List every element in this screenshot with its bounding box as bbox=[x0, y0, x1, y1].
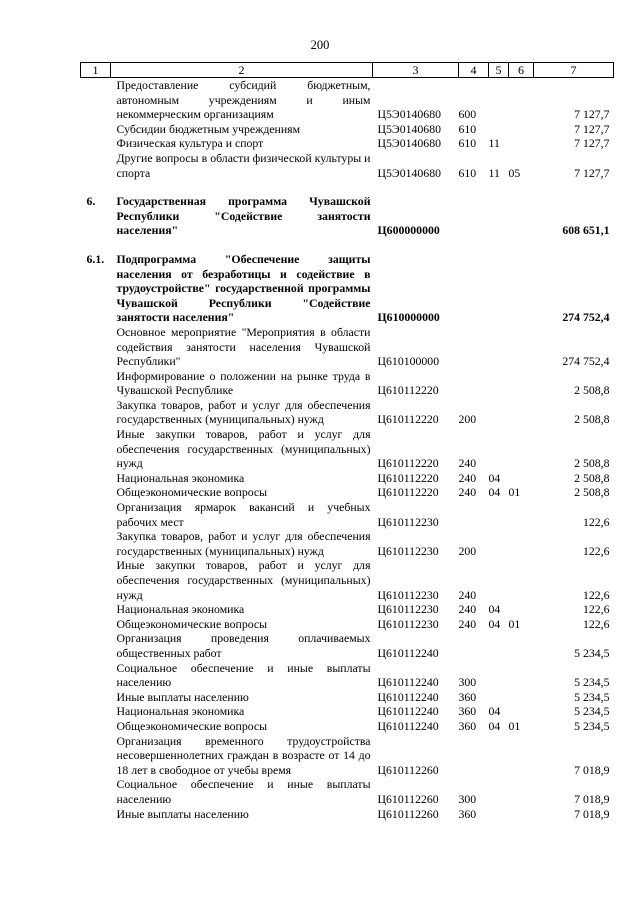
row-number bbox=[81, 777, 111, 806]
row-name: Социальное обеспечение и иные выплаты населению bbox=[116, 777, 371, 806]
row-expense-type bbox=[459, 252, 489, 325]
row-section: 11 bbox=[488, 136, 500, 151]
row-name: Закупка товаров, работ и услуг для обеспечения государственных (муниципальных) нужд bbox=[116, 529, 371, 558]
row-section bbox=[489, 807, 509, 822]
row-expense-type bbox=[459, 325, 489, 369]
row-amount: 5 234,5 bbox=[574, 704, 610, 719]
row-name: Национальная экономика bbox=[116, 704, 245, 719]
table-row bbox=[81, 719, 614, 734]
row-section bbox=[489, 661, 509, 690]
row-subsection bbox=[509, 807, 534, 822]
table-row bbox=[81, 252, 614, 325]
row-name: Другие вопросы в области физической культуры и спорта bbox=[116, 150, 371, 180]
row-section: 11 bbox=[488, 165, 500, 180]
row-target-code: Ц610112230 bbox=[377, 543, 439, 558]
table-row bbox=[81, 617, 614, 632]
table-header-row bbox=[81, 63, 614, 78]
row-target-code: Ц610112220 bbox=[377, 383, 439, 398]
row-target-code: Ц610112240 bbox=[377, 689, 439, 704]
row-number bbox=[81, 690, 111, 705]
row-expense-type bbox=[459, 631, 489, 660]
row-expense-type: 200 bbox=[458, 543, 477, 558]
row-name: Национальная экономика bbox=[116, 602, 245, 617]
budget-table bbox=[80, 62, 614, 821]
spacer-cell bbox=[81, 180, 614, 194]
table-row bbox=[81, 777, 614, 806]
row-amount: 274 752,4 bbox=[562, 354, 610, 369]
row-expense-type bbox=[459, 734, 489, 778]
row-expense-type: 360 bbox=[458, 689, 477, 704]
row-name: Иные закупки товаров, работ и услуг для обеспечения государственных (муниципальных) нужд bbox=[116, 427, 371, 471]
row-name: Организация проведения оплачиваемых общественных работ bbox=[116, 631, 371, 660]
row-target-code: Ц610112230 bbox=[377, 616, 439, 631]
row-target-code: Ц610112240 bbox=[377, 645, 439, 660]
row-subsection: 01 bbox=[508, 616, 521, 631]
row-name: Субсидии бюджетным учреждениям bbox=[116, 121, 301, 136]
row-target-code: Ц610112220 bbox=[377, 412, 439, 427]
row-expense-type: 610 bbox=[458, 136, 477, 151]
row-section bbox=[489, 427, 509, 471]
row-amount: 7 018,9 bbox=[574, 762, 610, 777]
table-row bbox=[81, 734, 614, 778]
row-target-code: Ц610112220 bbox=[377, 456, 439, 471]
row-amount: 7 127,7 bbox=[574, 121, 610, 136]
row-expense-type bbox=[459, 369, 489, 398]
row-target-code: Ц610000000 bbox=[377, 310, 440, 325]
row-number bbox=[81, 807, 111, 822]
row-section bbox=[489, 690, 509, 705]
table-body bbox=[81, 78, 614, 822]
table-row bbox=[81, 661, 614, 690]
row-number: 6. bbox=[86, 194, 96, 209]
row-section bbox=[489, 194, 509, 238]
row-subsection bbox=[509, 369, 534, 398]
row-number bbox=[81, 471, 111, 486]
row-subsection bbox=[509, 122, 534, 137]
row-name: Общеэкономические вопросы bbox=[116, 616, 268, 631]
row-expense-type bbox=[459, 194, 489, 238]
row-number bbox=[81, 151, 111, 180]
row-amount: 608 651,1 bbox=[562, 223, 610, 238]
row-section bbox=[489, 631, 509, 660]
row-number bbox=[81, 500, 111, 529]
row-amount: 2 508,8 bbox=[574, 456, 610, 471]
table-row bbox=[81, 602, 614, 617]
row-expense-type: 300 bbox=[458, 791, 477, 806]
row-target-code: Ц5Э0140680 bbox=[377, 165, 441, 180]
row-section: 04 bbox=[488, 704, 501, 719]
row-amount: 2 508,8 bbox=[574, 485, 610, 500]
header-col-7: 7 bbox=[534, 63, 614, 78]
row-amount: 7 127,7 bbox=[574, 136, 610, 151]
row-target-code: Ц5Э0140680 bbox=[377, 121, 441, 136]
table-row bbox=[81, 704, 614, 719]
row-subsection bbox=[509, 398, 534, 427]
row-name: Иные выплаты населению bbox=[116, 689, 249, 704]
row-target-code: Ц610112220 bbox=[377, 470, 439, 485]
row-section bbox=[489, 122, 509, 137]
row-subsection bbox=[509, 78, 534, 122]
row-number bbox=[81, 136, 111, 151]
row-subsection bbox=[509, 631, 534, 660]
row-name: Закупка товаров, работ и услуг для обеспечения государственных (муниципальных) нужд bbox=[116, 397, 371, 427]
row-number bbox=[81, 398, 111, 427]
row-subsection bbox=[509, 558, 534, 602]
row-subsection: 01 bbox=[508, 718, 521, 733]
row-expense-type: 240 bbox=[458, 485, 477, 500]
row-expense-type: 360 bbox=[458, 704, 477, 719]
row-expense-type: 300 bbox=[458, 675, 477, 690]
row-number bbox=[81, 325, 111, 369]
row-number bbox=[81, 485, 111, 500]
row-amount: 2 508,8 bbox=[574, 412, 610, 427]
row-amount: 122,6 bbox=[582, 587, 610, 602]
header-col-3: 3 bbox=[373, 63, 459, 78]
row-section bbox=[489, 558, 509, 602]
row-expense-type: 240 bbox=[458, 456, 477, 471]
row-subsection bbox=[509, 471, 534, 486]
row-number bbox=[81, 122, 111, 137]
table-row bbox=[81, 78, 614, 122]
row-name: Иные выплаты населению bbox=[116, 806, 249, 821]
row-section bbox=[489, 325, 509, 369]
row-target-code: Ц610112240 bbox=[377, 718, 439, 733]
row-section: 04 bbox=[488, 616, 501, 631]
row-subsection bbox=[509, 777, 534, 806]
row-section bbox=[489, 398, 509, 427]
row-target-code: Ц5Э0140680 bbox=[377, 136, 441, 151]
row-subsection bbox=[509, 602, 534, 617]
row-name: Информирование о положении на рынке труда в Чувашской Республике bbox=[116, 368, 371, 398]
row-number bbox=[81, 719, 111, 734]
row-subsection bbox=[509, 690, 534, 705]
header-col-4: 4 bbox=[459, 63, 489, 78]
page-number: 200 bbox=[310, 38, 330, 52]
row-amount: 5 234,5 bbox=[574, 675, 610, 690]
row-subsection bbox=[509, 136, 534, 151]
row-target-code: Ц5Э0140680 bbox=[377, 107, 441, 122]
row-target-code: Ц610112230 bbox=[377, 587, 439, 602]
row-subsection bbox=[509, 661, 534, 690]
table-row bbox=[81, 690, 614, 705]
table-row bbox=[81, 398, 614, 427]
row-section bbox=[489, 734, 509, 778]
row-subsection bbox=[509, 529, 534, 558]
row-section bbox=[489, 777, 509, 806]
row-name: Физическая культура и спорт bbox=[116, 136, 264, 151]
row-section bbox=[489, 500, 509, 529]
row-subsection bbox=[509, 704, 534, 719]
row-section: 04 bbox=[488, 470, 501, 485]
table-row bbox=[81, 631, 614, 660]
table-row bbox=[81, 485, 614, 500]
table-row bbox=[81, 151, 614, 180]
row-number bbox=[81, 529, 111, 558]
row-amount: 7 018,9 bbox=[574, 791, 610, 806]
row-name: Социальное обеспечение и иные выплаты населению bbox=[116, 660, 371, 690]
row-expense-type: 240 bbox=[458, 587, 477, 602]
row-name: Подпрограмма "Обеспечение защиты населения от безработицы и содействие в трудоустройстве" государственной программы Чувашской Республики "Содействие занятости населения" bbox=[116, 251, 371, 325]
row-subsection bbox=[509, 734, 534, 778]
table-row bbox=[81, 369, 614, 398]
table-row bbox=[81, 427, 614, 471]
row-target-code: Ц610112260 bbox=[377, 806, 439, 821]
row-number bbox=[81, 631, 111, 660]
row-number bbox=[81, 617, 111, 632]
row-target-code: Ц610112230 bbox=[377, 514, 439, 529]
row-amount: 5 234,5 bbox=[574, 689, 610, 704]
row-amount: 122,6 bbox=[582, 602, 610, 617]
row-number bbox=[81, 704, 111, 719]
header-col-1: 1 bbox=[81, 63, 111, 78]
row-expense-type bbox=[459, 500, 489, 529]
row-name: Организация ярмарок вакансий и учебных рабочих мест bbox=[116, 500, 371, 529]
row-section bbox=[489, 369, 509, 398]
row-number bbox=[81, 602, 111, 617]
row-name: Организация временного трудоустройства несовершеннолетних граждан в возрасте от 14 до 18 лет в свободное от учебы время bbox=[116, 733, 371, 777]
row-section: 04 bbox=[488, 485, 501, 500]
row-expense-type: 610 bbox=[458, 165, 477, 180]
header-col-2: 2 bbox=[111, 63, 373, 78]
row-number bbox=[81, 78, 111, 122]
row-target-code: Ц610112260 bbox=[377, 791, 439, 806]
row-subsection: 01 bbox=[508, 485, 521, 500]
row-section: 04 bbox=[488, 718, 501, 733]
header-col-6: 6 bbox=[509, 63, 534, 78]
header-col-5: 5 bbox=[489, 63, 509, 78]
spacer-row bbox=[81, 180, 614, 194]
table-row bbox=[81, 558, 614, 602]
row-section bbox=[489, 529, 509, 558]
row-target-code: Ц610112220 bbox=[377, 485, 439, 500]
table-row bbox=[81, 807, 614, 822]
row-target-code: Ц610112240 bbox=[377, 704, 439, 719]
row-target-code: Ц610112230 bbox=[377, 602, 439, 617]
spacer-row bbox=[81, 238, 614, 252]
row-target-code: Ц610112260 bbox=[377, 762, 439, 777]
table-row bbox=[81, 500, 614, 529]
row-subsection bbox=[509, 194, 534, 238]
row-name: Государственная программа Чувашской Республики "Содействие занятости населения" bbox=[116, 194, 371, 238]
row-name: Иные закупки товаров, работ и услуг для обеспечения государственных (муниципальных) нужд bbox=[116, 558, 371, 602]
row-section bbox=[489, 252, 509, 325]
row-amount: 122,6 bbox=[582, 616, 610, 631]
row-expense-type: 240 bbox=[458, 602, 477, 617]
row-amount: 274 752,4 bbox=[562, 310, 610, 325]
row-section bbox=[489, 78, 509, 122]
spacer-cell bbox=[81, 238, 614, 252]
row-number: 6.1. bbox=[86, 251, 105, 266]
row-subsection: 05 bbox=[508, 165, 521, 180]
row-number bbox=[81, 369, 111, 398]
row-target-code: Ц610112240 bbox=[377, 675, 439, 690]
row-expense-type: 240 bbox=[458, 470, 477, 485]
row-amount: 2 508,8 bbox=[574, 470, 610, 485]
row-expense-type: 200 bbox=[458, 412, 477, 427]
row-subsection bbox=[509, 325, 534, 369]
table-row bbox=[81, 325, 614, 369]
row-subsection bbox=[509, 427, 534, 471]
row-number bbox=[81, 427, 111, 471]
row-amount: 122,6 bbox=[582, 543, 610, 558]
row-name: Предоставление субсидий бюджетным, автономным учреждениям и иным некоммерческим организациям bbox=[116, 78, 371, 122]
row-name: Общеэкономические вопросы bbox=[116, 485, 268, 500]
table-row bbox=[81, 194, 614, 238]
row-amount: 7 127,7 bbox=[574, 107, 610, 122]
row-expense-type: 610 bbox=[458, 121, 477, 136]
table-row bbox=[81, 529, 614, 558]
table-row bbox=[81, 122, 614, 137]
row-target-code: Ц610100000 bbox=[377, 354, 440, 369]
row-name: Общеэкономические вопросы bbox=[116, 718, 268, 733]
table-row bbox=[81, 471, 614, 486]
row-subsection bbox=[509, 500, 534, 529]
row-amount: 122,6 bbox=[582, 514, 610, 529]
row-number bbox=[81, 734, 111, 778]
row-section: 04 bbox=[488, 602, 501, 617]
row-expense-type: 360 bbox=[458, 806, 477, 821]
table-row bbox=[81, 136, 614, 151]
row-amount: 7 018,9 bbox=[574, 806, 610, 821]
row-expense-type: 360 bbox=[458, 718, 477, 733]
row-target-code: Ц600000000 bbox=[377, 223, 440, 238]
row-number bbox=[81, 558, 111, 602]
row-name: Основное мероприятие "Мероприятия в области содействия занятости населения Чувашской Республики" bbox=[116, 324, 371, 369]
row-amount: 5 234,5 bbox=[574, 718, 610, 733]
row-expense-type: 600 bbox=[458, 107, 477, 122]
row-amount: 7 127,7 bbox=[574, 165, 610, 180]
row-name: Национальная экономика bbox=[116, 470, 245, 485]
row-subsection bbox=[509, 252, 534, 325]
row-amount: 5 234,5 bbox=[574, 645, 610, 660]
row-number bbox=[81, 661, 111, 690]
row-amount: 2 508,8 bbox=[574, 383, 610, 398]
row-expense-type: 240 bbox=[458, 616, 477, 631]
